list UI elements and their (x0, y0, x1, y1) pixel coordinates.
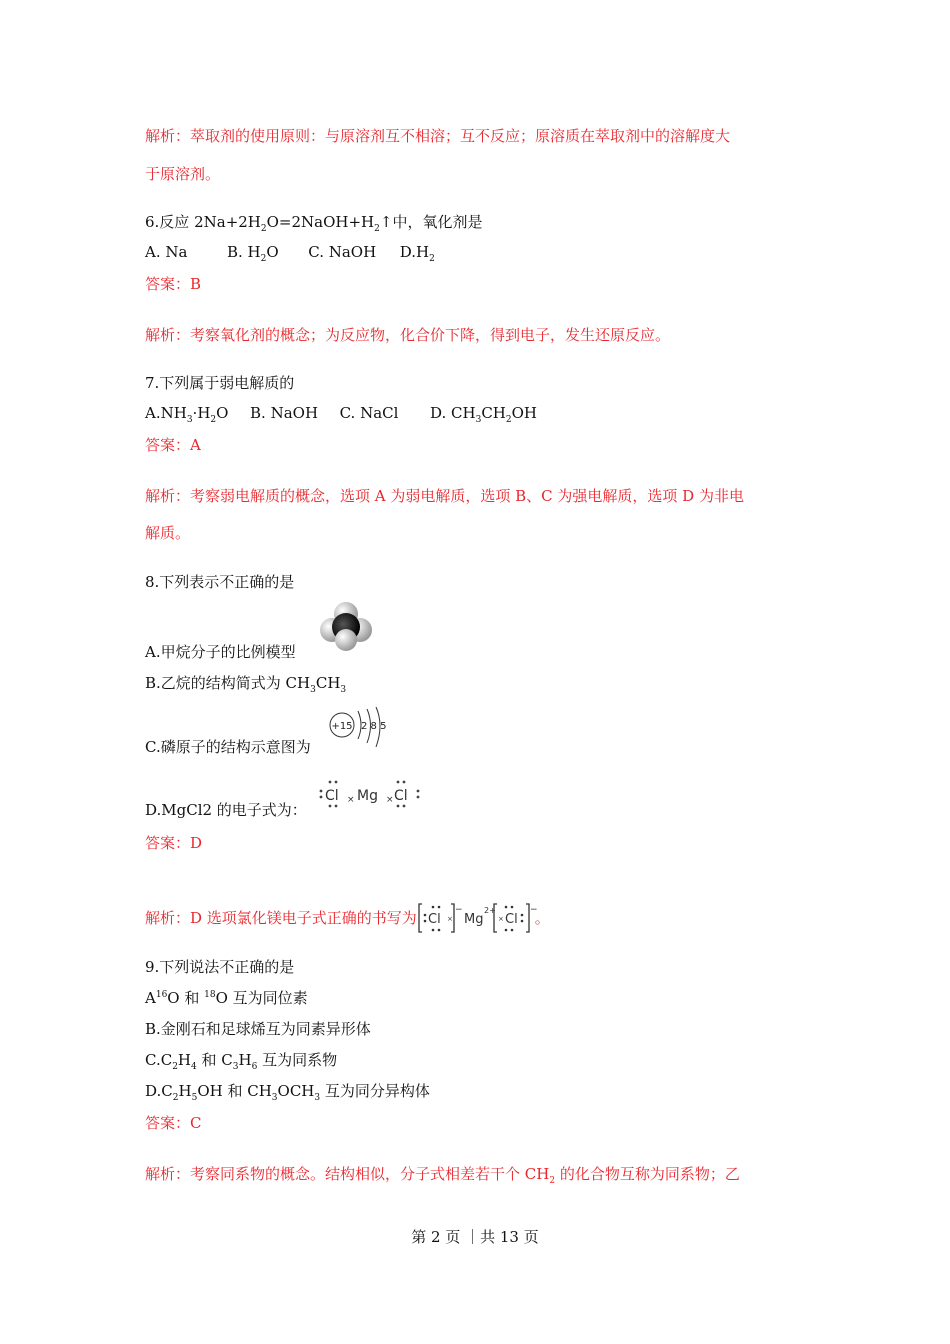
q6-option-b: B. $H_2O$ (227, 243, 279, 264)
mgcl2-correct-electron-formula (417, 901, 538, 935)
q7-analysis-line1: 解析：考察弱电解质的概念，选项 A 为弱电解质，选项 B、C 为强电解质，选项 D 为非电 (145, 487, 744, 505)
q5-analysis-line1: 解析：萃取剂的使用原则：与原溶剂互不相溶；互不反应；原溶质在萃取剂中的溶解度大 (145, 127, 731, 145)
svg-text:×: × (347, 795, 355, 805)
q7-option-c: C. NaCl (339, 404, 399, 422)
q9-option-a: $A^{16}O$ 和 $^{18}$O 互为同位素 (145, 989, 308, 1007)
q6-option-d: $D.H_2$ (399, 243, 435, 264)
q7-analysis-line2: 解质。 (145, 524, 191, 542)
q5-analysis-line2: 于原溶剂。 (145, 165, 221, 183)
svg-text:×: × (386, 795, 394, 805)
phosphorus-atom-structure-diagram (326, 705, 390, 751)
q6-option-a: A. Na (145, 243, 188, 261)
q7-answer: 答案：A (145, 436, 201, 454)
q9-option-d: $D.C_2H_5OH$ 和 $CH_3OCH_3$ 互为同分异构体 (145, 1082, 430, 1103)
q6-options (145, 242, 435, 262)
svg-text:−: − (454, 905, 463, 915)
page-footer: 第 2 页 ｜共 13 页 (411, 1228, 539, 1246)
q8-stem: 8.下列表示不正确的是 (145, 573, 295, 591)
svg-text:Cl: Cl (504, 912, 518, 927)
q6-stem: 6.反应 $2Na+2H_2O=2NaOH+H_2↑$中，氧化剂是 (145, 213, 483, 234)
q9-answer: 答案：C (145, 1114, 202, 1132)
q9-stem: 9.下列说法不正确的是 (145, 958, 295, 976)
q8-option-a: A.甲烷分子的比例模型 (145, 643, 296, 661)
svg-text:Cl: Cl (427, 912, 441, 927)
atom-shell-electrons: 2 8 5 (361, 721, 387, 732)
q7-stem: 7.下列属于弱电解质的 (145, 374, 295, 392)
mgcl2-wrong-electron-formula (316, 778, 428, 812)
q8-answer: 答案：D (145, 834, 203, 852)
svg-text:2+: 2+ (483, 906, 496, 915)
svg-text:×: × (446, 915, 453, 923)
q9-analysis-line1: 解析：考察同系物的概念。结构相似，分子式相差若干个 $CH_2$ 的化合物互称为同系物；乙 (145, 1165, 740, 1186)
svg-text:Mg: Mg (463, 912, 484, 927)
svg-text:Cl: Cl (325, 788, 339, 804)
q8-analysis: 解析：D 选项氯化镁电子式正确的书写为 Cl × − Mg 2+ × Cl − 。 (145, 901, 550, 935)
q8-option-c: C.磷原子的结构示意图为 (145, 738, 311, 756)
svg-text:×: × (497, 915, 504, 923)
q7-option-a: $A.NH_3\cdot H_2O$ (145, 404, 229, 425)
q7-option-b: B. NaOH (250, 404, 319, 422)
q7-options (145, 403, 537, 423)
svg-text:Mg: Mg (357, 788, 378, 804)
q6-option-c: C. NaOH (308, 243, 377, 261)
atom-nucleus-label: +15 (331, 721, 353, 732)
q9-option-c: $C.C_2H_4$ 和 $C_3H_6$ 互为同系物 (145, 1051, 338, 1072)
q8-option-b: B.乙烷的结构简式为 $CH_3CH_3$ (145, 674, 347, 695)
q9-option-b: B.金刚石和足球烯互为同素异形体 (145, 1020, 371, 1038)
methane-space-filling-model-image (318, 600, 374, 652)
svg-text:Cl: Cl (394, 788, 408, 804)
svg-text:−: − (529, 905, 538, 915)
q6-analysis: 解析：考察氧化剂的概念；为反应物，化合价下降，得到电子，发生还原反应。 (145, 326, 671, 344)
q6-answer: 答案：B (145, 275, 202, 293)
q8-option-d: D.MgCl2 的电子式为： (145, 801, 307, 819)
q7-option-d: D. $CH_3CH_2OH$ (429, 404, 537, 425)
